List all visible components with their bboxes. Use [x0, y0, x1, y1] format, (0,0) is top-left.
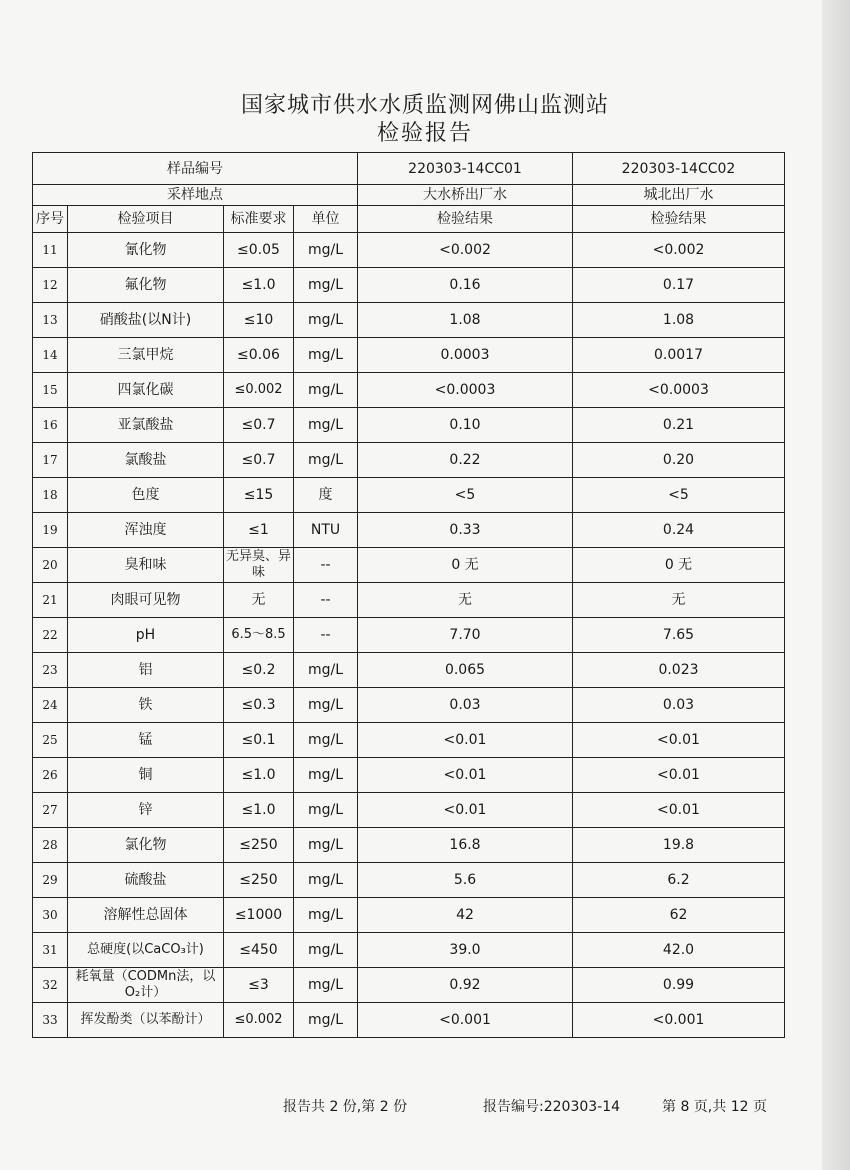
table-row [33, 548, 785, 583]
row-standard: ≤250 [224, 863, 294, 898]
sample-no-2: 220303-14CC02 [573, 153, 785, 185]
row-result-2: 0 无 [573, 548, 785, 583]
row-result-1: 0.92 [358, 968, 573, 1003]
row-result-2: 0.17 [573, 268, 785, 303]
row-item: 耗氧量（CODMn法，以O₂计） [68, 968, 224, 1003]
table-row [33, 373, 785, 408]
table-row [33, 268, 785, 303]
sample-no-row [33, 153, 785, 185]
row-result-2: <0.0003 [573, 373, 785, 408]
row-result-1: 0.03 [358, 688, 573, 723]
row-unit: mg/L [294, 723, 358, 758]
row-item: 铁 [68, 688, 224, 723]
location-row [33, 185, 785, 206]
row-item: 氰化物 [68, 233, 224, 268]
row-unit: mg/L [294, 303, 358, 338]
row-result-2: 0.21 [573, 408, 785, 443]
row-result-2: 7.65 [573, 618, 785, 653]
row-standard: ≤10 [224, 303, 294, 338]
row-item: 锌 [68, 793, 224, 828]
row-result-1: <5 [358, 478, 573, 513]
col-result-2-header: 检验结果 [573, 206, 785, 233]
row-unit: mg/L [294, 898, 358, 933]
table-row [33, 478, 785, 513]
row-result-2: 0.24 [573, 513, 785, 548]
scan-edge [822, 0, 850, 1170]
row-standard: ≤0.7 [224, 443, 294, 478]
row-item: 挥发酚类（以苯酚计） [68, 1003, 224, 1038]
row-seq: 26 [33, 758, 68, 793]
row-result-1: 0.16 [358, 268, 573, 303]
table-row [33, 408, 785, 443]
col-result-1-header: 检验结果 [358, 206, 573, 233]
row-standard: ≤1.0 [224, 793, 294, 828]
row-result-1: 39.0 [358, 933, 573, 968]
row-result-1: <0.01 [358, 723, 573, 758]
row-standard: ≤0.002 [224, 373, 294, 408]
table-row [33, 1003, 785, 1038]
row-standard: 无 [224, 583, 294, 618]
row-result-2: 0.99 [573, 968, 785, 1003]
row-result-1: 1.08 [358, 303, 573, 338]
row-result-2: 0.03 [573, 688, 785, 723]
row-standard: ≤15 [224, 478, 294, 513]
row-item: 四氯化碳 [68, 373, 224, 408]
table-row [33, 933, 785, 968]
row-item: 铜 [68, 758, 224, 793]
row-seq: 27 [33, 793, 68, 828]
row-unit: mg/L [294, 863, 358, 898]
col-std-header: 标准要求 [224, 206, 294, 233]
row-result-2: <0.01 [573, 758, 785, 793]
row-result-2: 1.08 [573, 303, 785, 338]
row-unit: mg/L [294, 373, 358, 408]
row-seq: 24 [33, 688, 68, 723]
row-result-1: 0.22 [358, 443, 573, 478]
row-seq: 21 [33, 583, 68, 618]
row-standard: ≤0.2 [224, 653, 294, 688]
table-row [33, 723, 785, 758]
row-result-1: 0.0003 [358, 338, 573, 373]
row-seq: 15 [33, 373, 68, 408]
row-standard: ≤1.0 [224, 758, 294, 793]
row-result-1: <0.001 [358, 1003, 573, 1038]
row-result-2: 无 [573, 583, 785, 618]
row-standard: ≤0.7 [224, 408, 294, 443]
row-unit: -- [294, 583, 358, 618]
table-row [33, 828, 785, 863]
row-item: 硫酸盐 [68, 863, 224, 898]
row-item: 臭和味 [68, 548, 224, 583]
row-item: 氯化物 [68, 828, 224, 863]
row-result-1: <0.0003 [358, 373, 573, 408]
row-standard: ≤1 [224, 513, 294, 548]
row-unit: mg/L [294, 968, 358, 1003]
row-item: 三氯甲烷 [68, 338, 224, 373]
row-seq: 22 [33, 618, 68, 653]
row-unit: mg/L [294, 408, 358, 443]
row-item: 溶解性总固体 [68, 898, 224, 933]
row-seq: 12 [33, 268, 68, 303]
row-item: 硝酸盐(以N计) [68, 303, 224, 338]
row-item: 铝 [68, 653, 224, 688]
row-standard: ≤250 [224, 828, 294, 863]
row-result-2: 0.0017 [573, 338, 785, 373]
row-seq: 18 [33, 478, 68, 513]
row-item: pH [68, 618, 224, 653]
inspection-table [32, 152, 785, 1038]
row-seq: 20 [33, 548, 68, 583]
row-standard: ≤0.1 [224, 723, 294, 758]
row-item: 氯酸盐 [68, 443, 224, 478]
station-title: 国家城市供水水质监测网佛山监测站 [240, 93, 609, 118]
copies-text: 报告共 2 份,第 2 份 [283, 1099, 408, 1115]
row-result-1: 无 [358, 583, 573, 618]
row-result-1: 5.6 [358, 863, 573, 898]
row-result-1: 0 无 [358, 548, 573, 583]
table-row [33, 968, 785, 1003]
row-result-2: <5 [573, 478, 785, 513]
row-seq: 13 [33, 303, 68, 338]
row-standard: ≤1.0 [224, 268, 294, 303]
table-row [33, 303, 785, 338]
row-unit: -- [294, 618, 358, 653]
row-result-1: 7.70 [358, 618, 573, 653]
col-item-header: 检验项目 [68, 206, 224, 233]
row-seq: 14 [33, 338, 68, 373]
row-unit: mg/L [294, 233, 358, 268]
row-result-1: 16.8 [358, 828, 573, 863]
row-result-2: <0.001 [573, 1003, 785, 1038]
row-unit: -- [294, 548, 358, 583]
row-standard: 6.5～8.5 [224, 618, 294, 653]
row-unit: mg/L [294, 443, 358, 478]
row-result-1: 42 [358, 898, 573, 933]
row-result-2: 19.8 [573, 828, 785, 863]
row-unit: mg/L [294, 688, 358, 723]
row-unit: mg/L [294, 828, 358, 863]
row-seq: 23 [33, 653, 68, 688]
col-unit-header: 单位 [294, 206, 358, 233]
table-row [33, 653, 785, 688]
col-seq-header: 序号 [33, 206, 68, 233]
row-result-1: 0.10 [358, 408, 573, 443]
row-result-2: 42.0 [573, 933, 785, 968]
row-result-2: <0.002 [573, 233, 785, 268]
row-unit: 度 [294, 478, 358, 513]
row-unit: mg/L [294, 758, 358, 793]
table-row [33, 338, 785, 373]
row-unit: mg/L [294, 268, 358, 303]
title-block [0, 92, 850, 148]
table-row [33, 758, 785, 793]
table-row [33, 513, 785, 548]
location-label: 采样地点 [33, 185, 358, 206]
table-row [33, 233, 785, 268]
row-result-1: 0.065 [358, 653, 573, 688]
row-seq: 11 [33, 233, 68, 268]
page-number: 第 8 页,共 12 页 [662, 1099, 767, 1115]
row-item: 肉眼可见物 [68, 583, 224, 618]
row-unit: mg/L [294, 933, 358, 968]
table-row [33, 583, 785, 618]
row-standard: ≤3 [224, 968, 294, 1003]
row-item: 浑浊度 [68, 513, 224, 548]
row-seq: 25 [33, 723, 68, 758]
row-seq: 32 [33, 968, 68, 1003]
row-seq: 28 [33, 828, 68, 863]
row-standard: ≤0.3 [224, 688, 294, 723]
row-result-1: 0.33 [358, 513, 573, 548]
row-seq: 19 [33, 513, 68, 548]
row-seq: 29 [33, 863, 68, 898]
report-number: 报告编号:220303-14 [483, 1099, 621, 1115]
row-standard: ≤0.05 [224, 233, 294, 268]
row-standard: ≤1000 [224, 898, 294, 933]
row-result-1: <0.01 [358, 758, 573, 793]
table-row [33, 898, 785, 933]
row-item: 氟化物 [68, 268, 224, 303]
row-seq: 16 [33, 408, 68, 443]
row-result-1: <0.002 [358, 233, 573, 268]
row-seq: 30 [33, 898, 68, 933]
table-row [33, 618, 785, 653]
row-result-2: 0.023 [573, 653, 785, 688]
row-unit: mg/L [294, 793, 358, 828]
sample-no-label: 样品编号 [33, 153, 358, 185]
location-1: 大水桥出厂水 [358, 185, 573, 206]
row-standard: 无异臭、异味 [224, 548, 294, 583]
row-result-2: <0.01 [573, 723, 785, 758]
table-row [33, 863, 785, 898]
row-seq: 33 [33, 1003, 68, 1038]
table-row [33, 443, 785, 478]
row-result-2: 62 [573, 898, 785, 933]
location-2: 城北出厂水 [573, 185, 785, 206]
row-standard: ≤0.002 [224, 1003, 294, 1038]
row-item: 色度 [68, 478, 224, 513]
row-item: 总硬度(以CaCO₃计) [68, 933, 224, 968]
report-title: 检验报告 [376, 121, 473, 146]
row-result-2: <0.01 [573, 793, 785, 828]
row-item: 锰 [68, 723, 224, 758]
row-unit: NTU [294, 513, 358, 548]
row-standard: ≤0.06 [224, 338, 294, 373]
table-row [33, 793, 785, 828]
sample-no-1: 220303-14CC01 [358, 153, 573, 185]
column-header-row [33, 206, 785, 233]
row-seq: 17 [33, 443, 68, 478]
row-result-1: <0.01 [358, 793, 573, 828]
row-standard: ≤450 [224, 933, 294, 968]
row-unit: mg/L [294, 338, 358, 373]
row-item: 亚氯酸盐 [68, 408, 224, 443]
table-row [33, 688, 785, 723]
row-unit: mg/L [294, 1003, 358, 1038]
row-unit: mg/L [294, 653, 358, 688]
row-seq: 31 [33, 933, 68, 968]
row-result-2: 0.20 [573, 443, 785, 478]
row-result-2: 6.2 [573, 863, 785, 898]
